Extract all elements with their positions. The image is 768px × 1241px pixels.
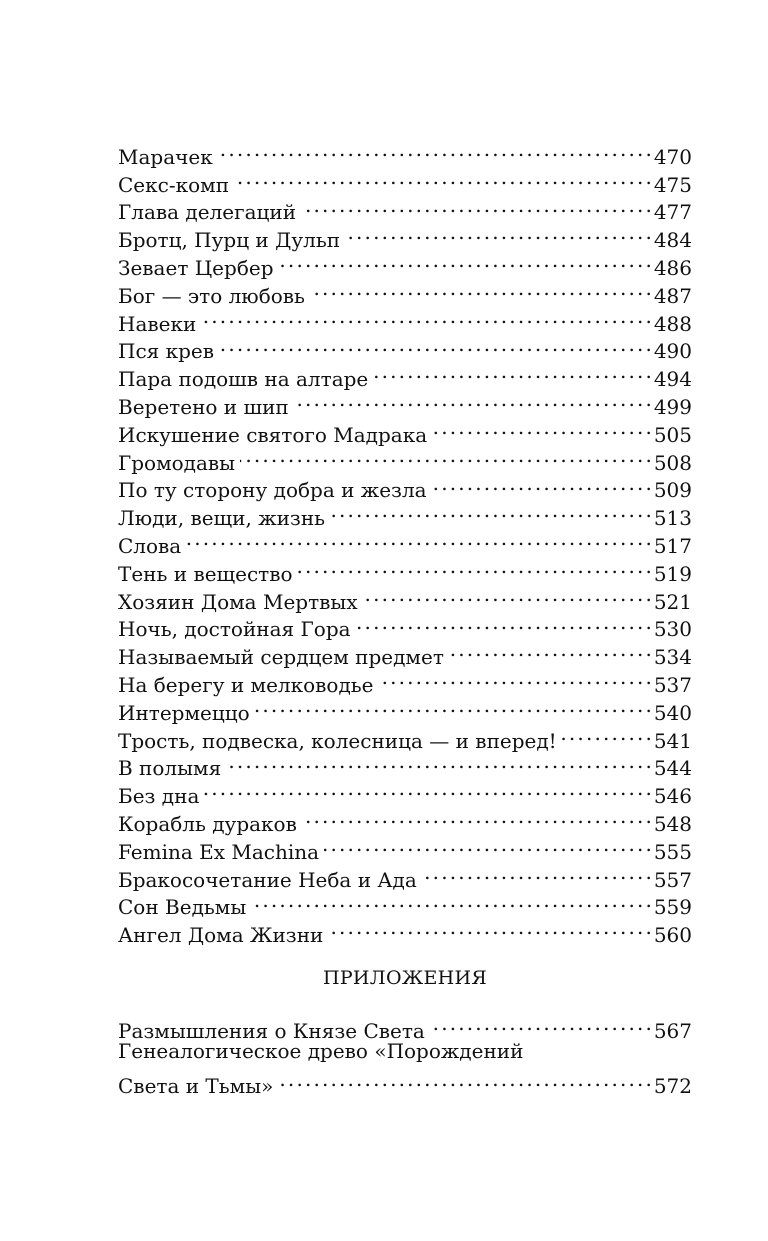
dot-leader [430,1010,650,1038]
toc-entry-title: Размышления о Князе Света [118,1018,425,1043]
toc-entry-title-line: Генеалогическое древо «Порождений [118,1038,524,1063]
toc-entry-page: 519 [653,561,692,586]
toc-entry-page: 548 [653,811,692,836]
toc-entry-page: 521 [653,589,692,614]
toc-entry-title: Интермеццо [118,700,250,725]
toc-entry-title: Femina Ex Machina [118,839,320,864]
dot-leader [279,247,650,275]
toc-entry-title: Тень и вещество [118,561,293,586]
toc-entry-title: Без дна [118,784,200,809]
toc-entry-title: Секс-комп [118,172,230,197]
dot-leader [449,636,650,664]
toc-entry-title: Зевает Цербер [118,255,274,280]
toc-entry [118,525,692,558]
dot-leader [201,303,650,331]
dot-leader [356,609,650,637]
dot-leader [310,275,650,303]
dot-leader [330,497,650,525]
toc-entry [118,303,692,336]
toc-entry-page: 513 [653,506,692,531]
toc-entry-page: 560 [653,923,692,948]
toc-entry-title: Хозяин Дома Мертвых [118,589,358,614]
toc-entry-page: 537 [653,672,692,697]
toc-entry-page: 509 [653,478,692,503]
toc-entry-title: На берегу и мелководье [118,672,374,697]
toc-entry [118,1010,692,1043]
toc-entry-page: 487 [653,283,692,308]
appendix-heading: ПРИЛОЖЕНИЯ [322,967,488,989]
toc-entry [118,331,692,364]
appendix-contents [118,1010,692,1099]
toc-entry-title: Бог — это любовь [118,283,305,308]
table-of-contents [118,136,692,948]
toc-entry-page: 470 [653,144,692,169]
toc-entry-page: 475 [653,172,692,197]
toc-entry-page: 555 [653,839,692,864]
toc-entry-page: 490 [653,339,692,364]
dot-leader [562,720,650,748]
dot-leader [204,775,649,803]
dot-leader [294,386,650,414]
toc-entry [118,775,692,809]
toc-entry-title: Веретено и шип [118,394,289,419]
toc-entry-title: Навеки [118,311,197,336]
toc-entry-page: 508 [653,450,692,475]
dot-leader [324,831,650,859]
toc-entry-title: В полымя [118,756,222,781]
toc-entry [118,803,692,836]
toc-entry-page: 494 [653,367,692,392]
toc-entry-page: 540 [653,700,692,725]
toc-entry-page: 488 [653,311,692,336]
toc-entry [118,1066,692,1099]
toc-entry-title: Трость, подвеска, колесница — и вперед! [118,728,557,753]
toc-entry-page: 517 [653,533,692,558]
toc-entry-title: Бротц, Пурц и Дульп [118,228,341,253]
toc-entry-title: Корабль дураков [118,811,297,836]
dot-leader [218,136,650,164]
dot-leader [240,442,650,470]
toc-entry-title: Глава делегаций [118,200,297,225]
dot-leader [302,803,650,831]
toc-entry-page: 534 [653,645,692,670]
dot-leader [226,748,650,776]
dot-leader [363,581,650,609]
toc-entry-title: Ночь, достойная Гора [118,617,351,642]
dot-leader [278,1066,649,1094]
toc-entry-title: Сон Ведьмы [118,895,247,920]
toc-entry-title: Люди, вещи, жизнь [118,506,326,531]
dot-leader [422,859,650,887]
dot-leader [234,164,650,192]
dot-leader [432,414,650,442]
toc-entry-page: 477 [653,200,692,225]
dot-leader [219,331,650,359]
toc-entry-page: 544 [653,756,692,781]
toc-entry [118,553,692,586]
toc-entry-title: Бракосочетание Неба и Ада [118,867,417,892]
toc-entry-title: Искушение святого Мадрака [118,422,428,447]
toc-entry-title: Громодавы [118,450,236,475]
toc-entry-title: Называемый сердцем предмет [118,645,444,670]
toc-entry-page: 505 [653,422,692,447]
toc-entry-title: По ту сторону добра и жезла [118,478,427,503]
toc-entry-title: Марачек [118,144,213,169]
dot-leader [186,525,650,553]
toc-entry-page: 567 [653,1018,692,1043]
dot-leader [255,692,650,720]
dot-leader [345,219,650,247]
dot-leader [298,553,650,581]
toc-entry-title: Слова [118,533,182,558]
toc-entry-page: 541 [653,728,692,753]
toc-entry-page: 559 [653,895,692,920]
toc-entry-page: 499 [653,394,692,419]
toc-entry-page: 530 [653,617,692,642]
dot-leader [301,192,650,220]
dot-leader [328,914,649,942]
toc-entry-page: 546 [653,784,692,809]
toc-entry-page: 572 [653,1074,692,1099]
toc-entry-page: 484 [653,228,692,253]
toc-entry-page: 486 [653,255,692,280]
dot-leader [432,470,650,498]
dot-leader [373,358,650,386]
toc-entry-title: Ангел Дома Жизни [118,923,324,948]
toc-entry-title: Пся крев [118,339,215,364]
toc-entry-page: 557 [653,867,692,892]
dot-leader [251,887,650,915]
dot-leader [379,664,650,692]
toc-entry [118,136,692,169]
toc-entry-title: Пара подошв на алтаре [118,367,369,392]
toc-entry-title: Света и Тьмы» [118,1074,274,1099]
